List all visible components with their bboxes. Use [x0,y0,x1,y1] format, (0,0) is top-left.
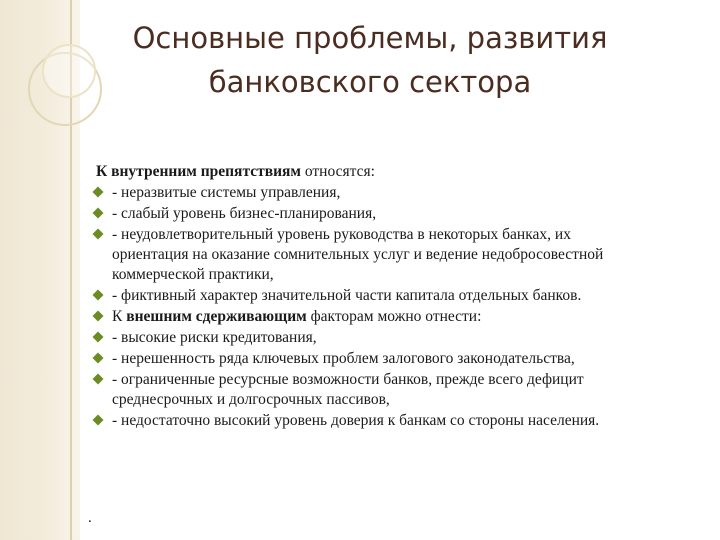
list-item [92,225,648,285]
list-item-heading [92,307,648,327]
olive-diamond-bullet-icon [92,310,104,322]
olive-diamond-bullet-icon [92,352,104,364]
slide-title-line-2: банковского сектора [208,65,532,99]
intro-bold: К внутренним препятствиям [96,163,301,180]
olive-diamond-bullet-icon [92,373,104,385]
list-item-text: - ограниченные ресурсные возможности банков, прежде всего дефицит среднесрочных и долгосрочных пассивов, [112,371,584,408]
list-item [92,183,648,203]
list-item-text: - неудовлетворительный уровень руководства в некоторых банках, их ориентация на оказание сомнительных услуг и ведение недобросовестной коммерческой практики, [112,226,604,283]
slide-title-line-1: Основные проблемы, развития [132,21,608,55]
olive-diamond-bullet-icon [92,414,104,426]
list-item-text: - фиктивный характер значительной части капитала отдельных банков. [112,287,582,304]
olive-diamond-bullet-icon [92,207,104,219]
list-item-text: - нерешенность ряда ключевых проблем залогового законодательства, [112,350,575,367]
list-item-text: - недостаточно высокий уровень доверия к банкам со стороны населения. [112,412,600,429]
trailing-mark: . [88,510,92,526]
olive-diamond-bullet-icon [92,289,104,301]
list-item-text: - неразвитые системы управления, [112,184,341,201]
slide-title [90,16,650,104]
list-item [92,370,648,410]
list-heading-prefix: К [112,308,127,325]
list-item [92,411,648,431]
list-item [92,349,648,369]
list-heading-bold: внешним сдерживающим [126,308,307,325]
list-heading-rest: факторам можно отнести: [306,308,482,325]
decor-ring-inner-icon [42,44,96,98]
list-item-text: - высокие риски кредитования, [112,329,317,346]
list-item [92,204,648,224]
olive-diamond-bullet-icon [92,186,104,198]
list-item [92,328,648,348]
bullet-list [92,183,648,432]
intro-line [96,162,656,182]
olive-diamond-bullet-icon [92,228,104,240]
list-item [92,286,648,306]
olive-diamond-bullet-icon [92,331,104,343]
list-item-text: - слабый уровень бизнес-планирования, [112,205,377,222]
intro-rest: относятся: [300,163,375,180]
